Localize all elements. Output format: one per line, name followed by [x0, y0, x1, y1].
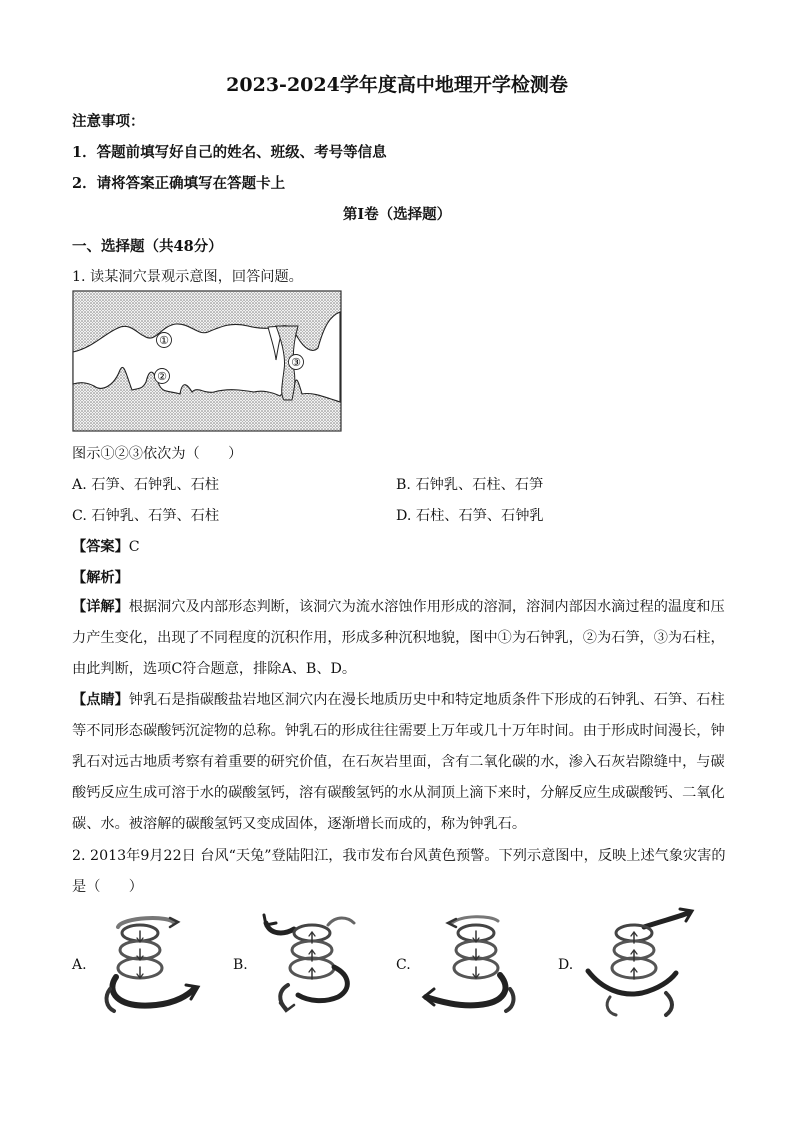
detail-line-2: 力产生变化，出现了不同程度的沉积作用，形成多种沉积地貌，图中①为石钟乳，②为石笋，③为石柱， — [72, 630, 725, 646]
point-line-5: 碳、水。被溶解的碳酸氢钙又变成固体，逐渐增长而成的，称为钟乳石。 — [72, 816, 527, 832]
notice-heading: 注意事项： — [72, 113, 145, 130]
cyclone-diagram-c[interactable] — [418, 905, 528, 1020]
notice-item-2: 2．请将答案正确填写在答题卡上 — [72, 175, 286, 192]
point-paragraph — [72, 685, 725, 840]
q1-option-c[interactable]: C. 石钟乳、石笋、石柱 — [72, 508, 220, 524]
q1-answer-line — [72, 536, 140, 556]
q2-stem-line-1: 2. 2013年9月22日 台风“天兔”登陆阳江，我市发布台风黄色预警。下列示意图中，反映上述气象灾害的 — [72, 848, 726, 864]
q2-stem — [72, 841, 726, 903]
q2-option-c-label[interactable]: C. — [396, 957, 411, 973]
cyclone-diagram-b[interactable] — [258, 905, 368, 1020]
detail-paragraph — [72, 592, 725, 685]
mark-2: ② — [157, 370, 167, 383]
volume-title: 第I卷（选择题） — [342, 206, 452, 223]
section-title: 一、选择题（共48分） — [72, 238, 223, 255]
detail-line-1: 【详解】根据洞穴及内部形态判断，该洞穴为流水溶蚀作用形成的溶洞，溶洞内部因水滴过程的温度和压 — [72, 599, 725, 615]
q2-option-b-label[interactable]: B. — [233, 957, 248, 973]
point-line-4: 酸钙反应生成可溶于水的碳酸氢钙，溶有碳酸氢钙的水从洞顶上滴下来时，分解反应生成碳酸钙、二氧化 — [72, 785, 725, 801]
q1-option-d[interactable]: D. 石柱、石笋、石钟乳 — [396, 508, 544, 524]
q1-question: 图示①②③依次为（ ） — [72, 446, 243, 462]
cyclone-diagram-a[interactable] — [96, 905, 206, 1020]
outflow-arrow — [112, 977, 194, 1006]
mark-1: ① — [159, 334, 169, 347]
answer-tag: 【答案】 — [72, 539, 129, 555]
q2-option-a-label[interactable]: A. — [72, 957, 87, 973]
point-line-3: 乳石对远古地质考察有着重要的研究价值，在石灰岩里面，含有二氧化碳的水，渗入石灰岩隙缝中，与碳 — [72, 754, 725, 770]
page-title: 2023-2024学年度高中地理开学检测卷 — [226, 74, 568, 96]
mark-3: ③ — [291, 356, 301, 369]
q1-option-a[interactable]: A. 石笋、石钟乳、石柱 — [72, 477, 219, 493]
point-line-1: 【点睛】钟乳石是指碳酸盐岩地区洞穴内在漫长地质历史中和特定地质条件下形成的石钟乳、石笋、石柱 — [72, 692, 725, 708]
answer-value: C — [128, 539, 140, 555]
cave-diagram — [72, 290, 342, 432]
cyclone-diagram-d[interactable] — [582, 905, 702, 1020]
analysis-tag: 【解析】 — [72, 570, 129, 586]
detail-tag: 【详解】 — [72, 599, 129, 615]
q1-option-b[interactable]: B. 石钟乳、石柱、石笋 — [396, 477, 544, 493]
q2-stem-line-2: 是（ ） — [72, 879, 143, 895]
point-tag: 【点睛】 — [72, 692, 129, 708]
q2-option-d-label[interactable]: D. — [558, 957, 574, 973]
detail-line-3: 由此判断，选项C符合题意，排除A、B、D。 — [72, 661, 357, 677]
notice-item-1: 1．答题前填写好自己的姓名、班级、考号等信息 — [72, 144, 387, 161]
point-line-2: 等不同形态碳酸钙沉淀物的总称。钟乳石的形成往往需要上万年或几十万年时间。由于形成时间漫长，钟 — [72, 723, 725, 739]
q1-stem: 1. 读某洞穴景观示意图，回答问题。 — [72, 269, 303, 285]
